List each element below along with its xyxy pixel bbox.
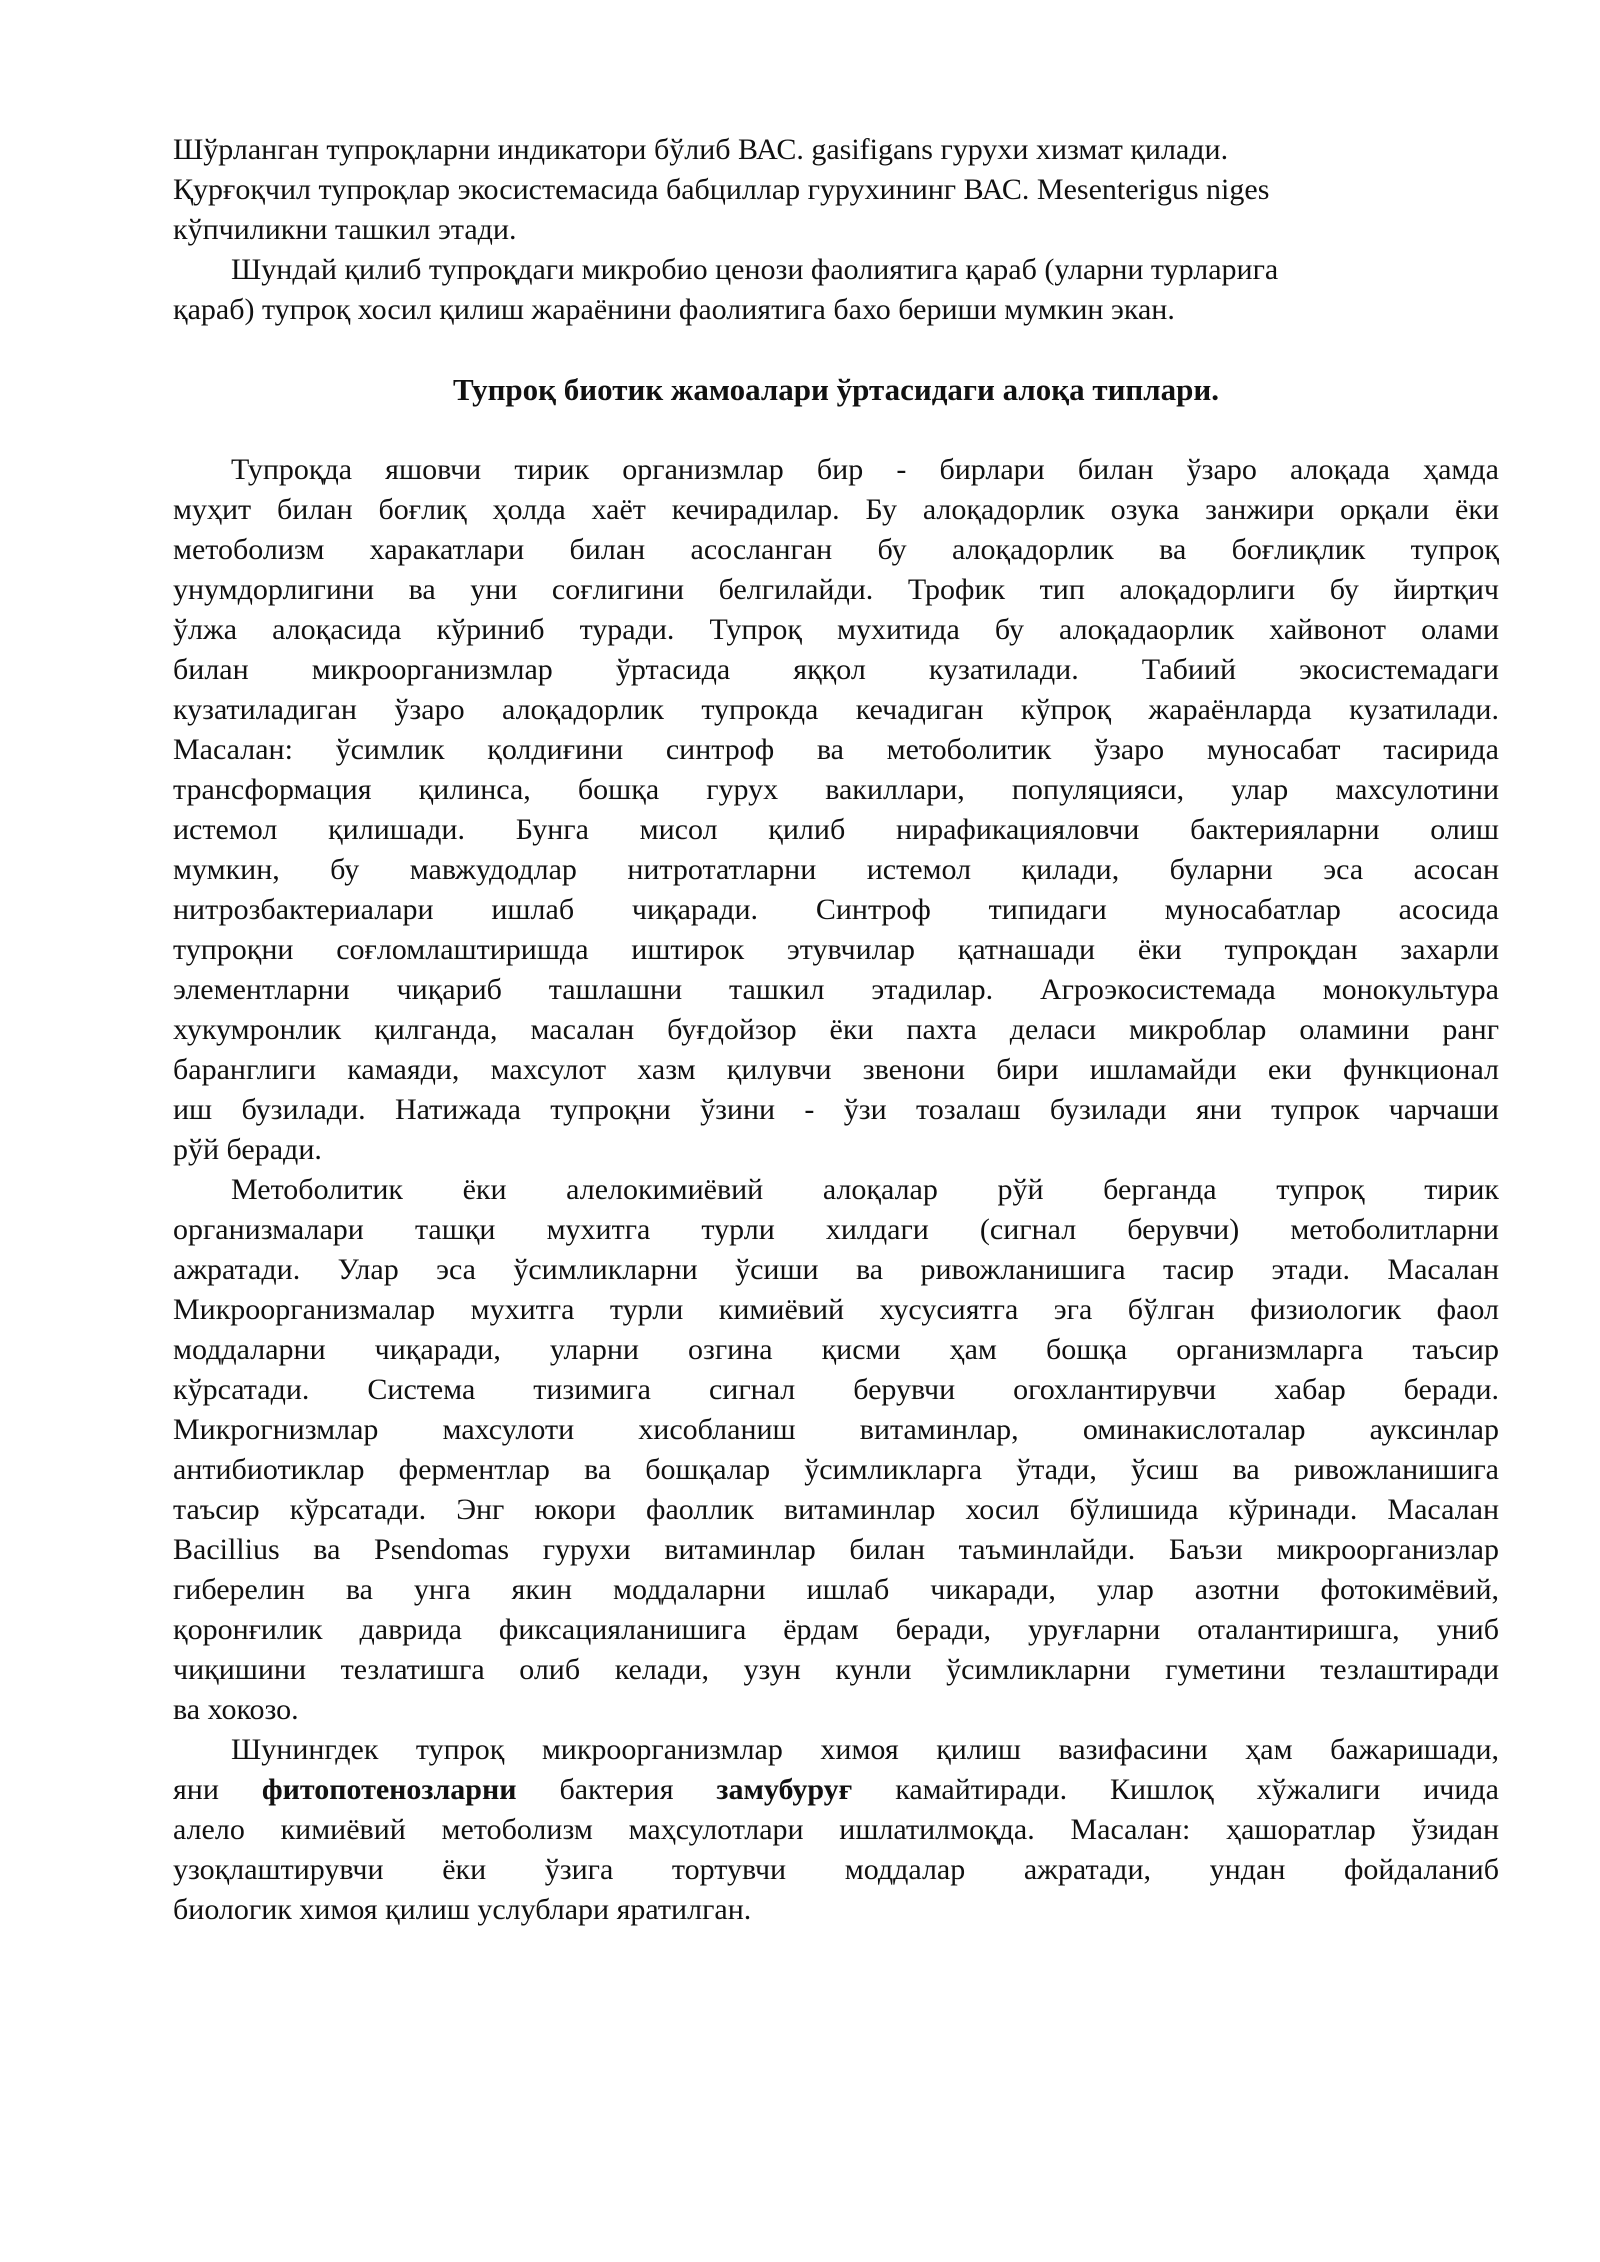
bold-term-phytopathogens: фитопотенозларни bbox=[261, 1773, 517, 1806]
text-line: таъсир кўрсатади. Энг юкори фаоллик витаминлар хосил бўлишида кўринади. Масалан bbox=[173, 1493, 1499, 1526]
text-line: узоқлаштирувчи ёки ўзига тортувчи моддалар ажратади, ундан фойдаланиб bbox=[173, 1853, 1499, 1886]
text-line: билан микроорганизмлар ўртасида яққол кузатилади. Табиий экосистемадаги bbox=[173, 653, 1499, 686]
paragraph-metabolic-relations bbox=[173, 1170, 1499, 1730]
text-line: ўлжа алоқасида кўриниб туради. Тупроқ мухитида бу алоқадаорлик хайвонот олами bbox=[173, 613, 1499, 646]
intro-conclusion-paragraph bbox=[173, 250, 1499, 330]
text-line: чиқишини тезлатишга олиб келади, узун кунли ўсимликларни гуметини тезлаштиради bbox=[173, 1653, 1499, 1686]
text-line: ажратади. Улар эса ўсимликларни ўсиши ва ривожланишига тасир этади. Масалан bbox=[173, 1253, 1499, 1286]
text-span: яни bbox=[173, 1773, 262, 1806]
text-line: қоронғилик даврида фиксацияланишига ёрдам беради, уруғларни оталантиришга, униб bbox=[173, 1613, 1499, 1646]
text-line: Микроорганизмалар мухитга турли кимиёвий хусусиятга эга бўлган физиологик фаол bbox=[173, 1293, 1499, 1326]
text-line: қараб) тупроқ хосил қилиш жараёнини фаолиятига бахо бериши мумкин экан. bbox=[173, 293, 1175, 326]
text-span: бактерия bbox=[516, 1773, 717, 1806]
text-line: трансформация қилинса, бошқа гурух вакиллари, популяцияси, улар махсулотини bbox=[173, 773, 1499, 806]
text-line: организмалари ташқи мухитга турли хилдаги (сигнал берувчи) метоболитларни bbox=[173, 1213, 1499, 1246]
text-line: истемол қилишади. Бунга мисол қилиб нирафикацияловчи бактерияларни олиш bbox=[173, 813, 1499, 846]
text-line: тупроқни соғломлаштиришда иштирок этувчилар қатнашади ёки тупроқдан захарли bbox=[173, 933, 1499, 966]
bold-term-fungi: замубуруғ bbox=[716, 1773, 853, 1806]
text-line: Шундай қилиб тупроқдаги микробио ценози фаолиятига қараб (уларни турларига bbox=[231, 253, 1279, 286]
text-line bbox=[173, 1770, 1499, 1810]
text-line: рўй беради. bbox=[173, 1133, 322, 1166]
text-line: муҳит билан боғлиқ ҳолда хаёт кечирадилар. Бу алоқадорлик озука занжири орқали ёки bbox=[173, 493, 1499, 526]
intro-paragraph bbox=[173, 130, 1499, 250]
text-line: баранглиги камаяди, махсулот хазм қилувчи звенони бири ишламайди еки функционал bbox=[173, 1053, 1499, 1086]
text-line: антибиотиклар ферментлар ва бошқалар ўсимликларга ўтади, ўсиш ва ривожланишига bbox=[173, 1453, 1499, 1486]
text-line: мумкин, бу мавжудодлар нитротатларни истемол қилади, буларни эса асосан bbox=[173, 853, 1499, 886]
text-line: кузатиладиган ўзаро алоқадорлик тупрокда кечадиган кўпроқ жараёнларда кузатилади. bbox=[173, 693, 1499, 726]
text-line: Bacillius ва Psendomas гурухи витаминлар билан таъминлайди. Баъзи микроорганизлар bbox=[173, 1533, 1499, 1566]
paragraph-biotic-relations bbox=[173, 450, 1499, 1170]
document-page bbox=[173, 130, 1499, 1930]
text-line: Тупроқда яшовчи тирик организмлар бир - бирлари билан ўзаро алоқада ҳамда bbox=[231, 453, 1499, 486]
text-line: кўпчиликни ташкил этади. bbox=[173, 213, 517, 246]
text-line: элементларни чиқариб ташлашни ташкил этадилар. Агроэкосистемада монокультура bbox=[173, 973, 1499, 1006]
text-line: алело кимиёвий метоболизм маҳсулотлари ишлатилмоқда. Масалан: ҳашоратлар ўзидан bbox=[173, 1813, 1499, 1846]
text-line: иш бузилади. Натижада тупроқни ўзини - ўзи тозалаш бузилади яни тупрок чарчаши bbox=[173, 1093, 1499, 1126]
text-line: Масалан: ўсимлик қолдиғини синтроф ва метоболитик ўзаро муносабат тасирида bbox=[173, 733, 1499, 766]
text-line: Метоболитик ёки алелокимиёвий алоқалар рўй берганда тупроқ тирик bbox=[231, 1173, 1499, 1206]
text-line: Шунингдек тупроқ микроорганизмлар химоя қилиш вазифасини ҳам бажаришади, bbox=[231, 1733, 1499, 1766]
text-line: Қурғоқчил тупроқлар экосистемасида бабциллар гурухининг ВАС. Mesenterigus niges bbox=[173, 173, 1270, 206]
paragraph-protection bbox=[173, 1730, 1499, 1930]
text-line: Шўрланган тупроқларни индикатори бўлиб ВАС. gasifigans гурухи хизмат қилади. bbox=[173, 133, 1229, 166]
text-line: биологик химоя қилиш услублари яратилган. bbox=[173, 1893, 752, 1926]
text-line: хукумронлик қилганда, масалан буғдойзор ёки пахта деласи микроблар оламини ранг bbox=[173, 1013, 1499, 1046]
text-line: нитрозбактериалари ишлаб чиқаради. Синтроф типидаги муносабатлар асосида bbox=[173, 893, 1499, 926]
text-span: камайтиради. Кишлоқ хўжалиги ичида bbox=[852, 1773, 1499, 1806]
text-line: унумдорлигини ва уни соғлигини белгилайди. Трофик тип алоқадорлиги бу йиртқич bbox=[173, 573, 1499, 606]
text-line: Микрогнизмлар махсулоти хисобланиш витаминлар, оминакислоталар ауксинлар bbox=[173, 1413, 1499, 1446]
text-line: метоболизм харакатлари билан асосланган бу алоқадорлик ва боғлиқлик тупроқ bbox=[173, 533, 1499, 566]
text-line: кўрсатади. Система тизимига сигнал берувчи огохлантирувчи хабар беради. bbox=[173, 1373, 1499, 1406]
text-line: моддаларни чиқаради, уларни озгина қисми ҳам бошқа организмларга таъсир bbox=[173, 1333, 1499, 1366]
text-line: ва хокозо. bbox=[173, 1693, 299, 1726]
section-heading: Тупроқ биотик жамоалари ўртасидаги алоқа типлари. bbox=[452, 372, 1220, 407]
text-line: гиберелин ва унга якин моддаларни ишлаб чикаради, улар азотни фотокимёвий, bbox=[173, 1573, 1499, 1606]
